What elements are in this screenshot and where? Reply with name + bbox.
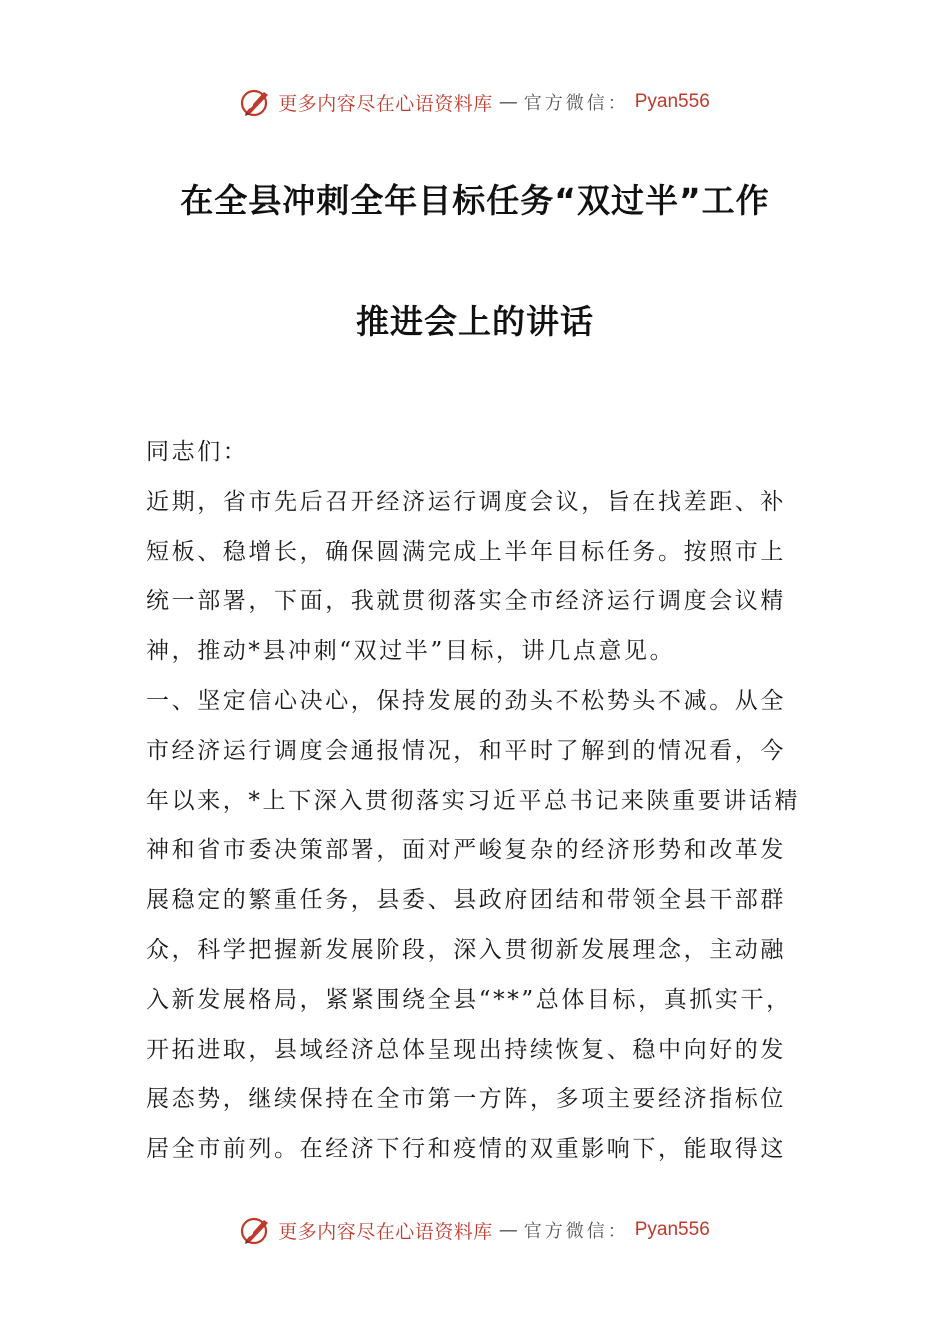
document-body xyxy=(146,428,806,1175)
pen-logo-icon xyxy=(240,86,272,118)
body-line: 开拓进取，县域经济总体呈现出持续恢复、稳中向好的发 xyxy=(146,1036,786,1063)
body-line: 近期，省市先后召开经济运行调度会议，旨在找差距、补 xyxy=(146,488,786,515)
watermark-text: 更多内容尽在心语资料库 xyxy=(278,1220,493,1243)
document-title-line-2: 推进会上的讲话 xyxy=(356,302,594,341)
body-line: 神，推动*县冲刺“双过半”目标，讲几点意见。 xyxy=(146,638,676,665)
body-line: 入新发展格局，紧紧围绕全县“**”总体目标，真抓实干， xyxy=(146,986,792,1013)
header-watermark xyxy=(0,82,950,122)
watermark-wechat-id: Pyan556 xyxy=(634,1219,710,1240)
body-line: 短板、稳增长，确保圆满完成上半年目标任务。按照市上 xyxy=(146,538,786,565)
body-line: 神和省市委决策部署，面对严峻复杂的经济形势和改革发 xyxy=(146,837,786,864)
body-line: 一、坚定信心决心，保持发展的劲头不松势头不减。从全 xyxy=(146,687,786,714)
body-line: 展稳定的繁重任务，县委、县政府团结和带领全县干部群 xyxy=(146,887,786,914)
body-line: 居全市前列。在经济下行和疫情的双重影响下，能取得这 xyxy=(146,1136,786,1163)
watermark-official-label: 官方微信： xyxy=(523,93,629,114)
body-line: 展态势，继续保持在全市第一方阵，多项主要经济指标位 xyxy=(146,1086,786,1113)
body-line: 市经济运行调度会通报情况，和平时了解到的情况看，今 xyxy=(146,737,786,764)
body-line: 众，科学把握新发展阶段，深入贯彻新发展理念，主动融 xyxy=(146,936,786,963)
document-title-line-1: 在全县冲刺全年目标任务“双过半”工作 xyxy=(180,181,770,220)
body-line: 同志们： xyxy=(146,439,249,465)
body-line: 年以来，*上下深入贯彻落实习近平总书记来陕重要讲话精 xyxy=(146,787,801,814)
watermark-dash: — xyxy=(498,91,518,113)
watermark-text: 更多内容尽在心语资料库 xyxy=(278,92,493,115)
body-line: 统一部署，下面，我就贯彻落实全市经济运行调度会议精 xyxy=(146,588,786,615)
watermark-wechat-id: Pyan556 xyxy=(634,91,710,112)
pen-logo-icon xyxy=(240,1214,272,1246)
footer-watermark xyxy=(0,1210,950,1250)
watermark-official-label: 官方微信： xyxy=(523,1221,629,1242)
watermark-dash: — xyxy=(498,1219,518,1241)
